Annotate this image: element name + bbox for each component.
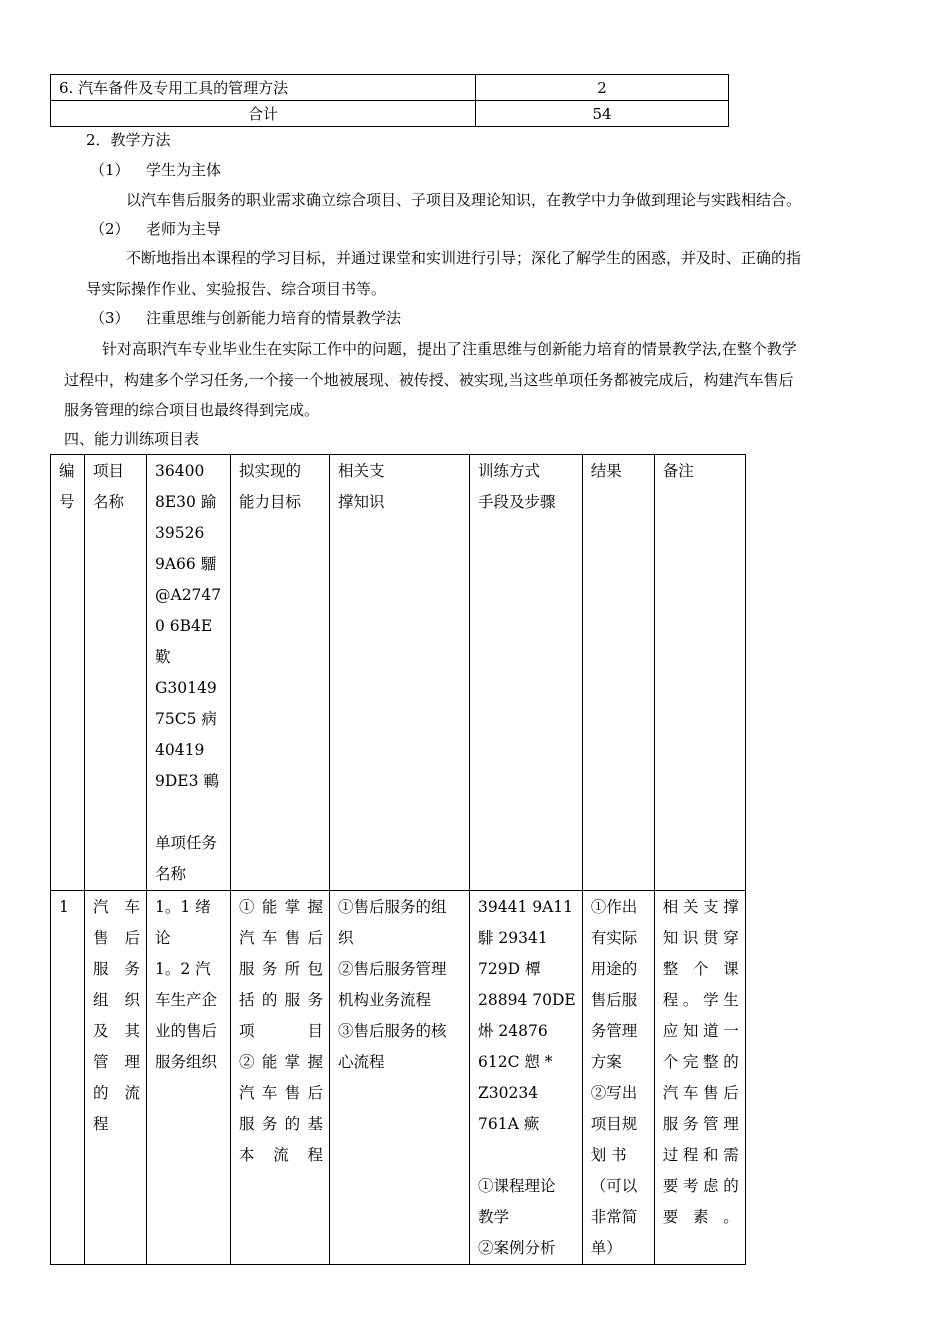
cell-text-line: 75C5 病 [155, 710, 217, 728]
cell-text-line: 业的售后 [155, 1022, 218, 1040]
cell-text-line: ②能掌握 [239, 1053, 323, 1071]
cell-text-line: 1。1 绪 [155, 898, 211, 916]
cell-text-line: 相关支撑 [662, 898, 739, 916]
cell-text-line: 烞 24876 [478, 1022, 548, 1040]
cell-text-line: 车生产企 [155, 991, 218, 1009]
cell-text-line: 的 流 [93, 1084, 140, 1102]
cell-text-line: 服务管理 [662, 1115, 739, 1133]
cell-text-line: 论 [155, 929, 171, 947]
cell-text-line: ①作出 [590, 898, 638, 916]
cell-text-line: 项目 [93, 462, 125, 480]
cell-text-line: 服务的基 [239, 1115, 323, 1133]
table-cell: 54 [476, 101, 729, 127]
cell-text-line: 方案 [590, 1053, 622, 1071]
cell-text-line: 761A 瘚 [478, 1115, 540, 1133]
method-3-body-line: 服务管理的综合项目也最终得到完成。 [64, 401, 320, 419]
cell-text-line: 括的服务 [239, 991, 323, 1009]
cell-text-line: 务管理 [590, 1022, 638, 1040]
cell-text-line: ①售后服务的组 [338, 898, 447, 916]
cell-text-line: 服 务 [93, 960, 140, 978]
table-header-row [51, 455, 746, 891]
method-2-body-line: 不断地指出本课程的学习目标，并通过课堂和实训进行引导；深化了解学生的困惑，并及时、正确的指 [126, 249, 802, 267]
table-cell: 2 [476, 75, 729, 101]
summary-table [50, 74, 729, 127]
cell-text-line: 号 [59, 493, 75, 511]
cell-text-line: @A2747 [155, 586, 222, 604]
cell-text-line: 整 个 课 [662, 960, 739, 978]
method-2-title: 老师为主导 [146, 220, 222, 238]
cell-text-line: G30149 [155, 679, 217, 697]
method-3-num: （3） [90, 309, 130, 327]
cell-text-line: 单） [590, 1239, 622, 1257]
cell-text-line: ①能掌握 [239, 898, 323, 916]
cell-training-method [470, 891, 583, 1265]
table-row [51, 891, 746, 1265]
table-cell: 6. 汽车备件及专用工具的管理方法 [51, 75, 476, 101]
cell-text-line: 名称 [93, 493, 125, 511]
cell-text-line: 用途的 [590, 960, 638, 978]
cell-text-line: 应知道一 [662, 1022, 739, 1040]
cell-text-line: 40419 [155, 741, 205, 759]
table-row [51, 75, 729, 101]
cell-result [582, 891, 654, 1265]
cell-text-line: 编 [59, 462, 75, 480]
cell-text-line: 8E30 踰 [155, 493, 217, 511]
header-cell-training-method [470, 455, 583, 891]
cell-text-line: 备注 [662, 462, 694, 480]
cell-text-line: 騑 29341 [478, 929, 548, 947]
cell-text-line: 售 后 [93, 929, 140, 947]
cell-text-line: 组 织 [93, 991, 140, 1009]
cell-text-line: 名称 [155, 865, 187, 883]
cell-text-line: 有实际 [590, 929, 638, 947]
cell-task-name [147, 891, 231, 1265]
cell-text-line: 手段及步骤 [478, 493, 556, 511]
header-cell-remarks [654, 455, 745, 891]
cell-text-line: 汽 车 [93, 898, 140, 916]
cell-project-name [85, 891, 147, 1265]
method-1-title: 学生为主体 [146, 161, 222, 179]
cell-text-line: 知识贯穿 [662, 929, 739, 947]
table-cell: 合计 [51, 101, 476, 127]
method-1-body: 以汽车售后服务的职业需求确立综合项目、子项目及理论知识，在教学中力争做到理论与实践相结合。 [126, 191, 802, 209]
cell-text-line [478, 1140, 576, 1171]
cell-text-line: 9A66 驑 [155, 555, 217, 573]
cell-text-line: ①课程理论 [478, 1177, 556, 1195]
header-cell-number [51, 455, 85, 891]
cell-knowledge [330, 891, 470, 1265]
cell-text-line: 本流程 [239, 1146, 323, 1164]
cell-text-line: 结果 [590, 462, 622, 480]
cell-text-line: 要考虑的 [662, 1177, 739, 1195]
table-row [51, 101, 729, 127]
cell-text-line: 能力目标 [239, 493, 302, 511]
cell-text-line: 机构业务流程 [338, 991, 432, 1009]
cell-text-line: 及 其 [93, 1022, 140, 1040]
cell-text-line [155, 797, 224, 828]
cell-remarks [654, 891, 745, 1265]
section-heading: 2．教学方法 [86, 131, 171, 149]
cell-text-line: 项目规 [590, 1115, 638, 1133]
cell-text-line: ③售后服务的核 [338, 1022, 447, 1040]
cell-number [51, 891, 85, 1265]
cell-text-line: 要素。 [662, 1208, 739, 1226]
cell-text-line: 划 书 [590, 1146, 627, 1164]
method-3-body-line: 针对高职汽车专业毕业生在实际工作中的问题，提出了注重思维与创新能力培育的情景教学法,在整个教学 [102, 340, 797, 358]
cell-text-line: 汽车售后 [239, 929, 323, 947]
header-cell-result [582, 455, 654, 891]
cell-text-line: 612C 愬 * [478, 1053, 553, 1071]
header-cell-task-name [147, 455, 231, 891]
cell-text-line: 训练方式 [478, 462, 541, 480]
cell-text-line: 729D 橝 [478, 960, 541, 978]
cell-text-line: 项目 [239, 1022, 323, 1040]
method-2-num: （2） [90, 220, 130, 238]
cell-ability-goal [231, 891, 330, 1265]
cell-text-line: 28894 70DE [478, 991, 576, 1009]
cell-text-line: 36400 [155, 462, 205, 480]
cell-text-line: 程 [93, 1115, 109, 1133]
cell-text-line: 相关支 [338, 462, 385, 480]
method-1-num: （1） [90, 161, 130, 179]
cell-text-line: 拟实现的 [239, 462, 302, 480]
cell-text-line: 售后服 [590, 991, 638, 1009]
cell-text-line: 心流程 [338, 1053, 385, 1071]
training-project-table [50, 454, 746, 1265]
cell-text-line: 服务所包 [239, 960, 323, 978]
cell-text-line: 0 6B4E [155, 617, 213, 635]
cell-text-line: （可以 [590, 1177, 638, 1195]
section-heading: 四、能力训练项目表 [64, 430, 200, 448]
header-cell-project-name [85, 455, 147, 891]
cell-text-line: 9DE3 鶤 [155, 772, 219, 790]
method-2-body-line: 导实际操作作业、实验报告、综合项目书等。 [86, 280, 387, 298]
cell-text-line: ②写出 [590, 1084, 638, 1102]
cell-text-line: 汽车售后 [662, 1084, 739, 1102]
cell-text-line: 教学 [478, 1208, 510, 1226]
cell-text-line: 单项任务 [155, 834, 218, 852]
cell-text-line: ②案例分析 [478, 1239, 556, 1257]
method-3-title: 注重思维与创新能力培育的情景教学法 [146, 309, 402, 327]
method-3-body-line: 过程中，构建多个学习任务,一个接一个地被展现、被传授、被实现,当这些单项任务都被完成后，构建汽车售后 [64, 371, 794, 389]
cell-text-line: 歎 [155, 648, 171, 666]
cell-text-line: 织 [338, 929, 354, 947]
cell-text-line: 服务组织 [155, 1053, 218, 1071]
cell-text-line: 非常简 [590, 1208, 638, 1226]
cell-text-line: 过程和需 [662, 1146, 739, 1164]
cell-text-line: 1。2 汽 [155, 960, 211, 978]
cell-text-line: 程。学生 [662, 991, 739, 1009]
cell-text-line: 个完整的 [662, 1053, 739, 1071]
cell-text-line: 39441 9A11 [478, 898, 574, 916]
cell-text-line: 39526 [155, 524, 205, 542]
cell-text-line: 管 理 [93, 1053, 140, 1071]
cell-text-line: 撑知识 [338, 493, 385, 511]
header-cell-ability-goal [231, 455, 330, 891]
cell-text-line: Z30234 [478, 1084, 539, 1102]
cell-text-line: 汽车售后 [239, 1084, 323, 1102]
header-cell-knowledge [330, 455, 470, 891]
cell-text-line: ②售后服务管理 [338, 960, 447, 978]
cell-text-line: 1 [59, 898, 69, 916]
